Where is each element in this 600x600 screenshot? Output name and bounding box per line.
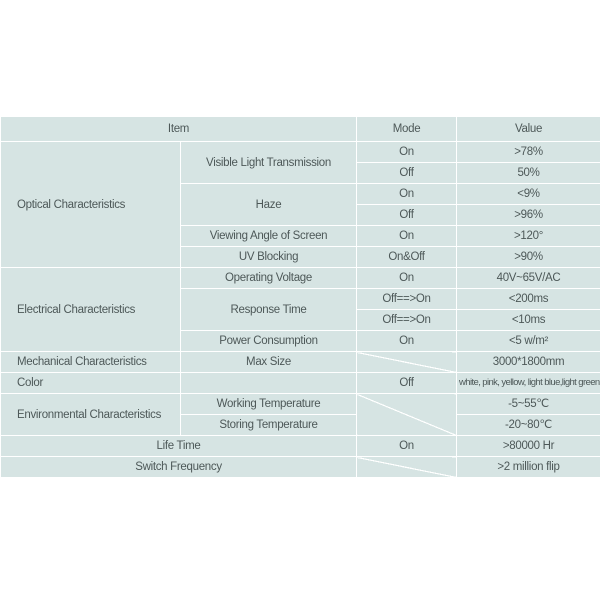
response-time-value-1: <200ms: [457, 289, 600, 310]
max-size-label: Max Size: [181, 352, 357, 373]
operating-voltage-value: 40V~65V/AC: [457, 268, 600, 289]
uv-blocking-label: UV Blocking: [181, 247, 357, 268]
table-header-row: [1, 117, 600, 142]
temperature-mode-empty: [357, 394, 457, 436]
response-time-label: Response Time: [181, 289, 357, 331]
haze-on-mode: On: [357, 184, 457, 205]
color-sub-empty: [181, 373, 357, 394]
vlt-off-mode: Off: [357, 163, 457, 184]
switch-frequency-value: >2 million flip: [457, 457, 600, 478]
haze-label: Haze: [181, 184, 357, 226]
table-row: [1, 142, 600, 163]
working-temperature-value: -5~55℃: [457, 394, 600, 415]
table-row: [1, 352, 600, 373]
operating-voltage-mode: On: [357, 268, 457, 289]
header-item: Item: [1, 117, 357, 142]
working-temperature-label: Working Temperature: [181, 394, 357, 415]
viewing-angle-label: Viewing Angle of Screen: [181, 226, 357, 247]
table-row: [1, 373, 600, 394]
vlt-off-value: 50%: [457, 163, 600, 184]
life-time-value: >80000 Hr: [457, 436, 600, 457]
response-time-mode-2: Off==>On: [357, 310, 457, 331]
uv-blocking-mode: On&Off: [357, 247, 457, 268]
color-mode: Off: [357, 373, 457, 394]
max-size-mode-empty: [357, 352, 457, 373]
header-value: Value: [457, 117, 600, 142]
color-value: white, pink, yellow, light blue,light green: [457, 373, 600, 394]
vlt-on-mode: On: [357, 142, 457, 163]
table-row: [1, 268, 600, 289]
power-consumption-label: Power Consumption: [181, 331, 357, 352]
max-size-value: 3000*1800mm: [457, 352, 600, 373]
response-time-value-2: <10ms: [457, 310, 600, 331]
optical-category: Optical Characteristics: [1, 142, 181, 268]
operating-voltage-label: Operating Voltage: [181, 268, 357, 289]
viewing-angle-mode: On: [357, 226, 457, 247]
switch-frequency-label: Switch Frequency: [1, 457, 357, 478]
color-category: Color: [1, 373, 181, 394]
haze-off-mode: Off: [357, 205, 457, 226]
table-row: [1, 394, 600, 415]
table-row: [1, 436, 600, 457]
storing-temperature-label: Storing Temperature: [181, 415, 357, 436]
header-mode: Mode: [357, 117, 457, 142]
specification-table: [0, 116, 600, 478]
haze-off-value: >96%: [457, 205, 600, 226]
mechanical-category: Mechanical Characteristics: [1, 352, 181, 373]
environmental-category: Environmental Characteristics: [1, 394, 181, 436]
viewing-angle-value: >120°: [457, 226, 600, 247]
table-row: [1, 457, 600, 478]
power-consumption-mode: On: [357, 331, 457, 352]
vlt-label: Visible Light Transmission: [181, 142, 357, 184]
uv-blocking-value: >90%: [457, 247, 600, 268]
vlt-on-value: >78%: [457, 142, 600, 163]
haze-on-value: <9%: [457, 184, 600, 205]
response-time-mode-1: Off==>On: [357, 289, 457, 310]
electrical-category: Electrical Characteristics: [1, 268, 181, 352]
life-time-label: Life Time: [1, 436, 357, 457]
power-consumption-value: <5 w/m²: [457, 331, 600, 352]
storing-temperature-value: -20~80℃: [457, 415, 600, 436]
life-time-mode: On: [357, 436, 457, 457]
switch-frequency-mode-empty: [357, 457, 457, 478]
